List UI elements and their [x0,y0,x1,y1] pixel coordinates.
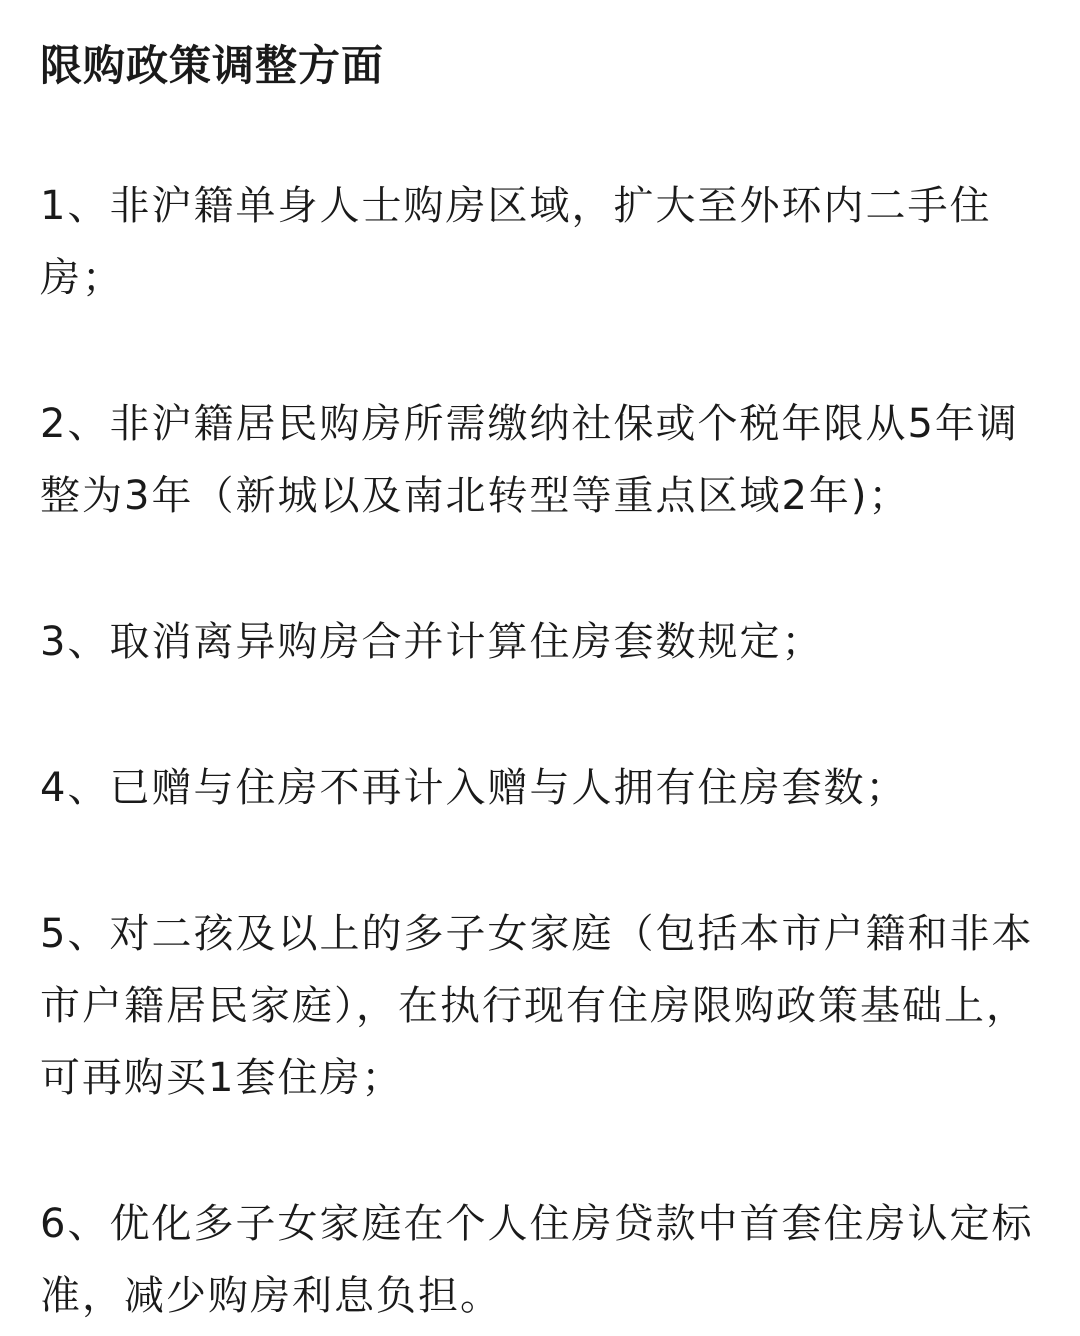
policy-item-2: 2、非沪籍居民购房所需缴纳社保或个税年限从5年调整为3年（新城以及南北转型等重点区域2年)； [40,401,1019,519]
policy-item-5: 5、对二孩及以上的多子女家庭（包括本市户籍和非本市户籍居民家庭），在执行现有住房限购政策基础上，可再购买1套住房； [40,911,1034,1101]
policy-item-4: 4、已赠与住房不再计入赠与人拥有住房套数； [40,765,908,811]
policy-item-1: 1、非沪籍单身人士购房区域，扩大至外环内二手住房； [40,183,992,301]
section-heading: 限购政策调整方面 [40,41,385,90]
policy-item-6: 6、优化多子女家庭在个人住房贷款中首套住房认定标准，减少购房利息负担。 [40,1201,1034,1319]
policy-item-3: 3、取消离异购房合并计算住房套数规定； [40,619,824,665]
